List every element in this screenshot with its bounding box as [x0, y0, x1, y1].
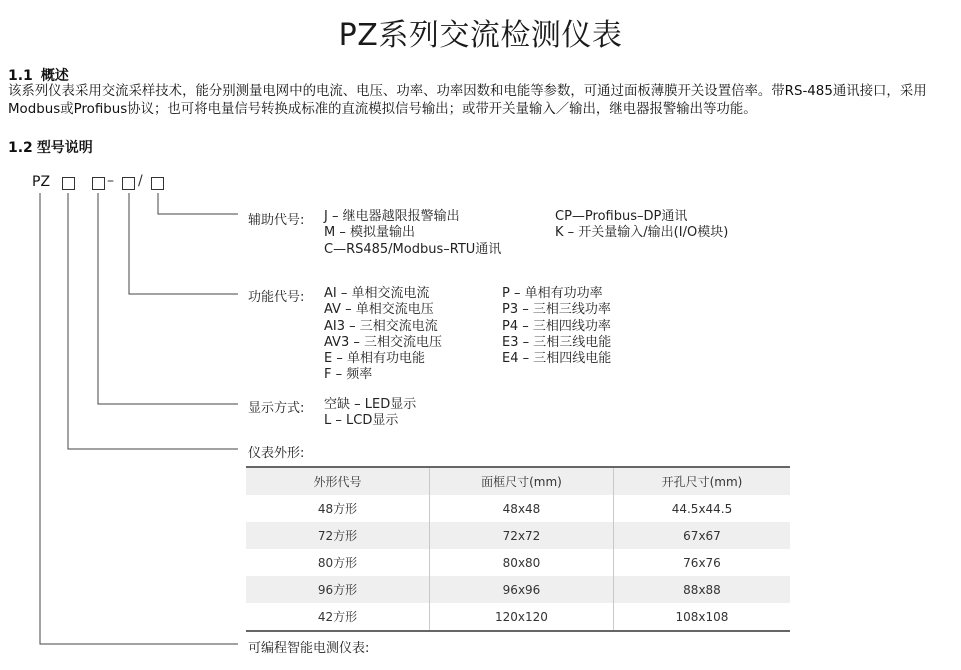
table-cell: 80方形: [317, 556, 358, 570]
aux-options-right: [555, 209, 728, 242]
table-header-row: [246, 467, 790, 495]
table-cell: 72x72: [430, 522, 614, 549]
model-separator-dash: –: [107, 173, 114, 189]
function-options-right: [502, 286, 611, 367]
section-title: 型号说明: [36, 140, 93, 156]
section-number: 1.2: [8, 140, 33, 156]
function-code-label: 功能代号:: [248, 290, 305, 305]
column-header: 外形代号: [246, 467, 430, 495]
model-separator-slash: /: [138, 173, 143, 189]
table-cell: 96方形: [246, 576, 430, 603]
shape-table: [246, 466, 790, 632]
section-title: 概述: [40, 68, 69, 84]
aux-option: CP—Profibus–DP通讯: [555, 209, 688, 224]
function-option: P3 – 三相三线功率: [502, 302, 611, 318]
display-mode-label: 显示方式:: [248, 401, 305, 416]
function-option: F – 频率: [324, 367, 373, 383]
display-option: L – LCD显示: [324, 413, 399, 429]
table-cell: 80x80: [430, 549, 614, 576]
table-cell: 108x108: [614, 603, 791, 631]
display-option: 空缺 – LED显示: [324, 397, 417, 412]
column-header: 面框尺寸(mm): [430, 467, 614, 495]
column-header: 开孔尺寸(mm): [614, 467, 791, 495]
function-option: AV – 单相交流电压: [324, 302, 434, 318]
table-cell: 44.5x44.5: [614, 495, 791, 522]
table-cell: 72方形: [246, 522, 430, 549]
function-option: E – 单相有功电能: [324, 351, 425, 367]
function-option: P4 – 三相四线功率: [502, 318, 611, 334]
table-row: [246, 576, 790, 603]
function-option: AV3 – 三相交流电压: [324, 334, 442, 350]
function-option: E3 – 三相三线电能: [502, 334, 612, 350]
aux-code-label: 辅助代号:: [248, 213, 305, 228]
shape-label: 仪表外形:: [248, 446, 305, 461]
page-title: PZ系列交流检测仪表: [338, 18, 623, 53]
table-row: [246, 549, 790, 576]
table-cell: 88x88: [614, 576, 791, 603]
table-cell: 96x96: [430, 576, 614, 603]
function-options-left: [324, 286, 442, 384]
function-option: P – 单相有功功率: [502, 286, 603, 301]
footer-label: 可编程智能电测仪表:: [248, 641, 370, 656]
table-row: [246, 522, 790, 549]
table-cell: 120x120: [430, 603, 614, 631]
aux-option: C—RS485/Modbus–RTU通讯: [324, 241, 502, 257]
model-prefix: PZ: [32, 174, 51, 190]
aux-option: J – 继电器越限报警输出: [324, 209, 460, 224]
table-cell: 48x48: [430, 495, 614, 522]
function-option: AI3 – 三相交流电流: [324, 318, 438, 334]
aux-options-left: [324, 209, 501, 258]
table-row: [246, 495, 790, 522]
section-number: 1.1: [8, 68, 33, 84]
table-cell: 42方形: [246, 603, 430, 631]
function-option: E4 – 三相四线电能: [502, 351, 612, 367]
aux-option: M – 模拟量输出: [324, 225, 415, 241]
aux-option: K – 开关量输入/输出(I/O模块): [555, 225, 729, 241]
table-cell: 48方形: [317, 502, 358, 516]
display-options: [324, 397, 416, 430]
overview-paragraph: 该系列仪表采用交流采样技术，能分别测量电网中的电流、电压、功率、功率因数和电能等参数，可通过面板薄膜开关设置倍率。带RS-485通讯接口，采用Modbus或Profibus协议；也可将电量信号转换成标准的直流模拟信号输出；或带开关量输入／输出，继电器报警输出等功能。: [8, 84, 927, 117]
table-cell: 76x76: [614, 549, 791, 576]
table-cell: 67x67: [614, 522, 791, 549]
table-row: [246, 603, 790, 631]
function-option: AI – 单相交流电流: [324, 286, 430, 301]
